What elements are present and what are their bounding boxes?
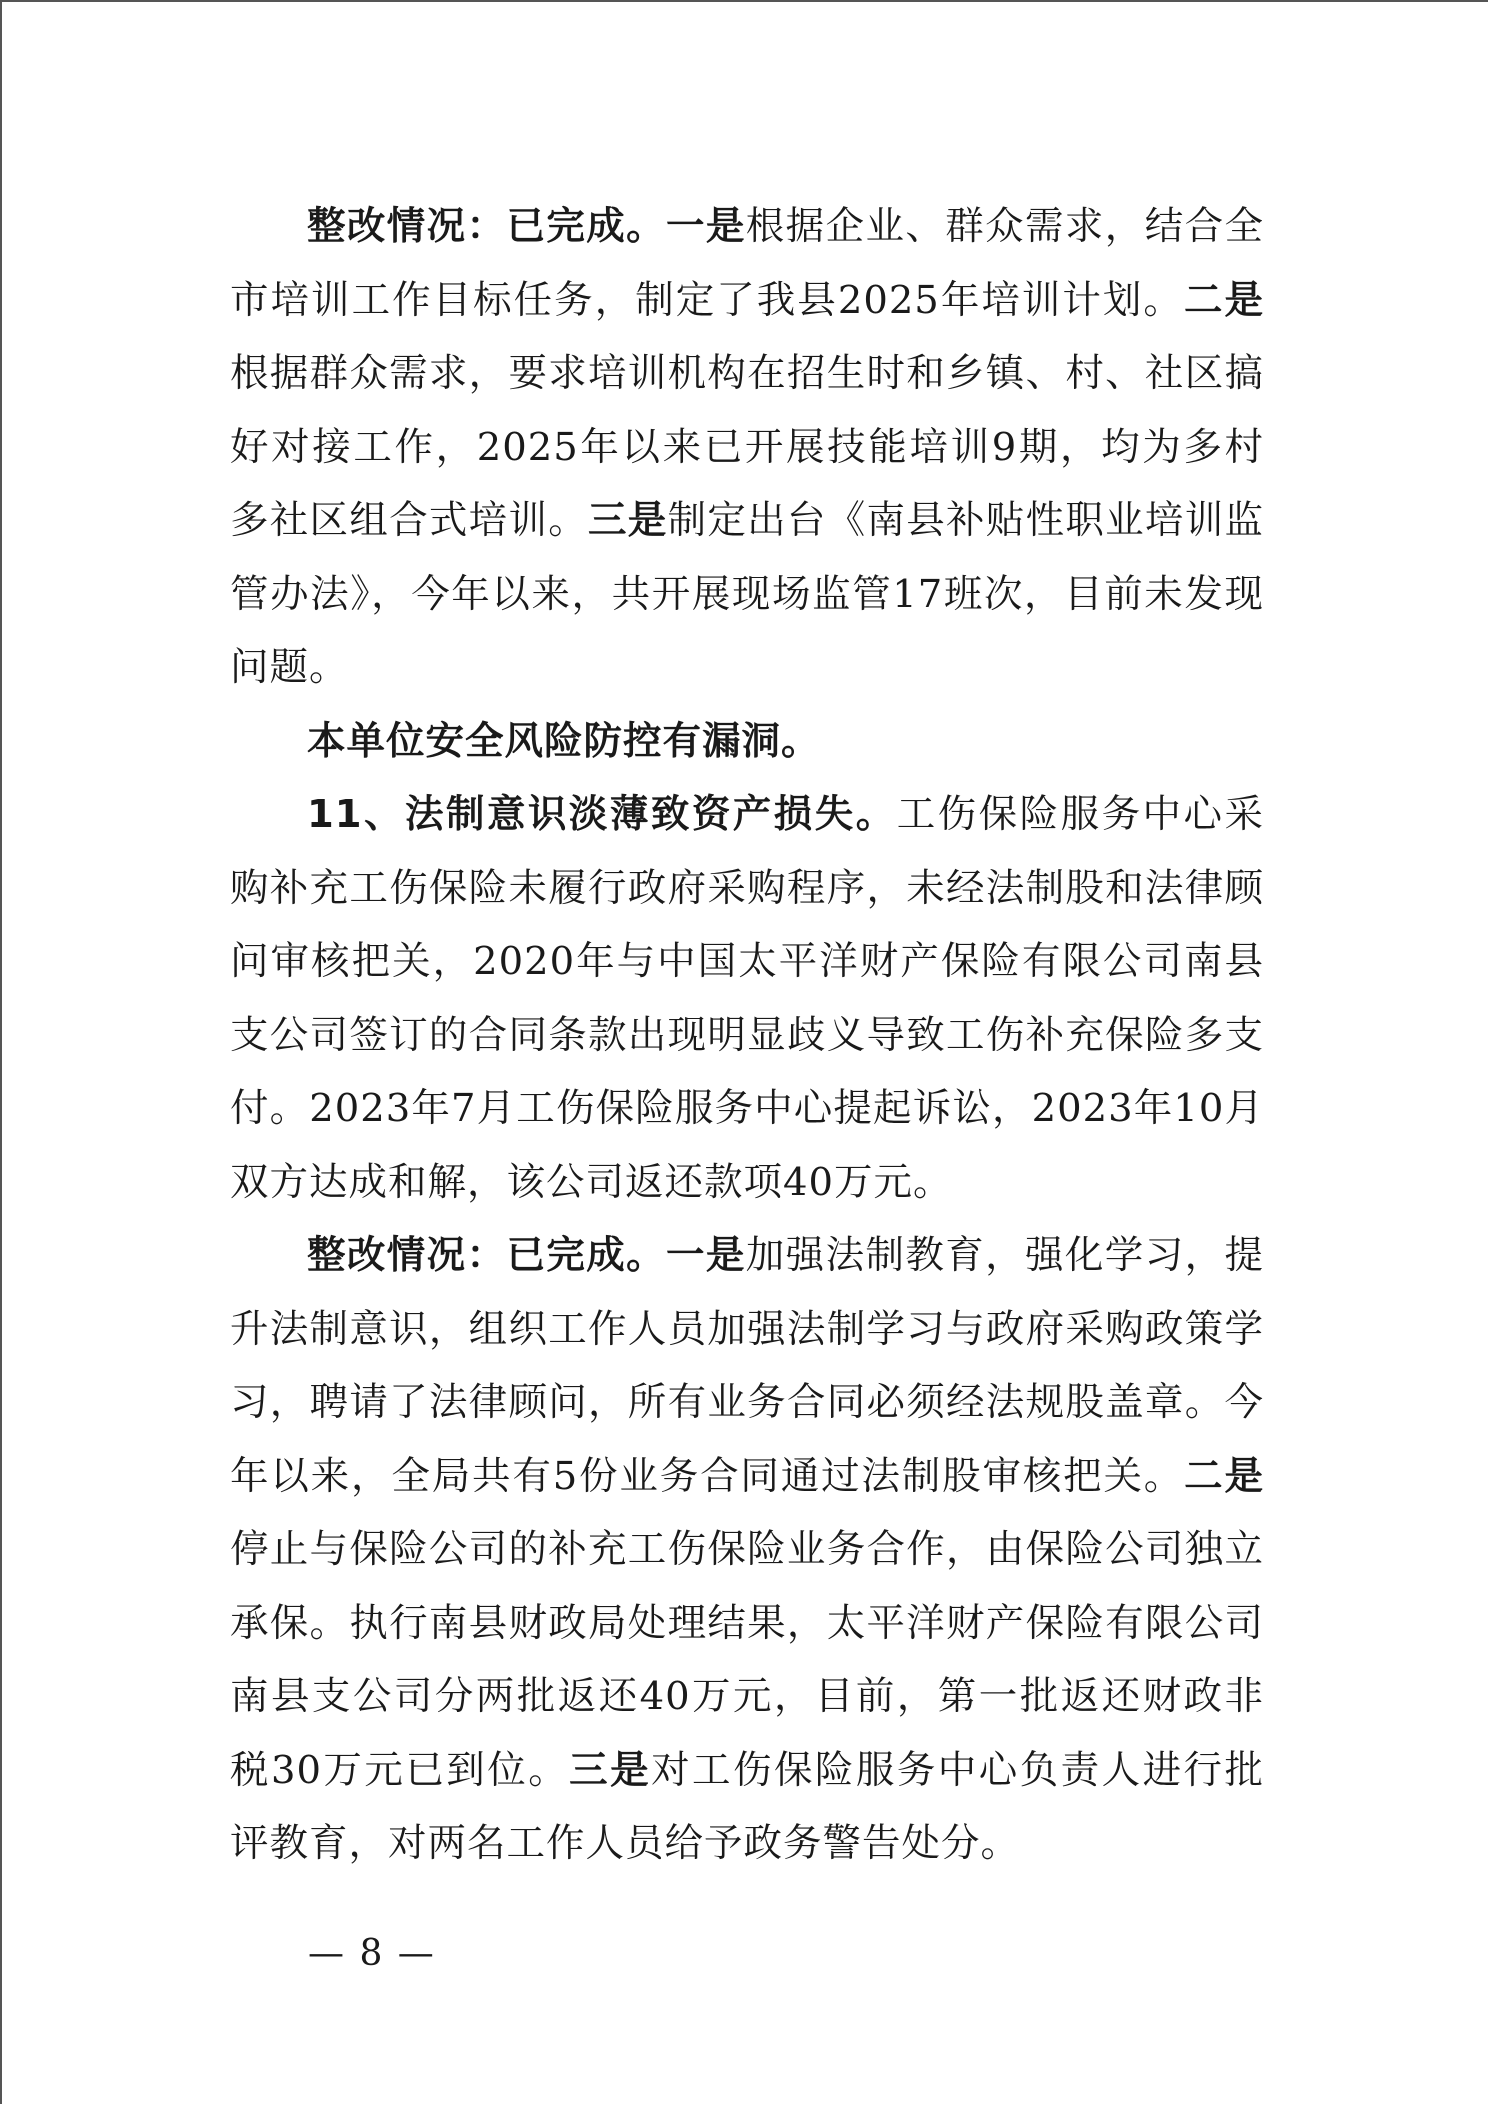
paragraph-text: 对工伤保险服务中心负责人进行批评教育，对两名工作人员给予政务警告处分。 [230, 1747, 1264, 1866]
page-number: — 8 — [308, 1933, 436, 1974]
paragraph-heading: 整改情况：已完成。 [307, 1233, 667, 1278]
point-label: 三是 [588, 498, 668, 543]
paragraph-text: 加强法制教育，强化学习，提升法制意识，组织工作人员加强法制学习与政府采购政策学习，聘请了法律顾问，所有业务合同必须经法规股盖章。今年以来，全局共有5份业务合同通过法制股审核把关。 [230, 1233, 1264, 1499]
section-heading-safety-risk [230, 705, 1264, 779]
paragraph-heading: 整改情况：已完成。 [307, 204, 667, 249]
paragraph-text: 停止与保险公司的补充工伤保险业务合作，由保险公司独立承保。执行南县财政局处理结果，太平洋财产保险有限公司南县支公司分两批返还40万元，目前，第一批返还财政非税30万元已到位。 [230, 1527, 1264, 1793]
paragraph-rectification-legal [230, 1219, 1264, 1881]
issue-heading: 11、法制意识淡薄致资产损失。 [307, 792, 897, 837]
paragraph-rectification-training [230, 190, 1264, 705]
point-label: 二是 [1184, 1453, 1264, 1499]
paragraph-text: 制定出台《南县补贴性职业培训监管办法》，今年以来，共开展现场监管17班次，目前未发现问题。 [230, 498, 1264, 690]
paragraph-text: 根据企业、群众需求，结合全市培训工作目标任务，制定了我县2025年培训计划。 [230, 204, 1264, 323]
section-heading: 本单位安全风险防控有漏洞。 [307, 718, 821, 764]
point-label: 一是 [666, 1233, 746, 1278]
paragraph-text: 工伤保险服务中心采购补充工伤保险未履行政府采购程序，未经法制股和法律顾问审核把关，2020年与中国太平洋财产保险有限公司南县支公司签订的合同条款出现明显歧义导致工伤补充保险多支付。2023年7月工伤保险服务中心提起诉讼，2023年10月双方达成和解，该公司返还款项40万元。 [230, 792, 1264, 1205]
paragraph-issue-11 [230, 778, 1264, 1219]
point-label: 三是 [569, 1747, 652, 1793]
paragraph-text: 根据群众需求，要求培训机构在招生时和乡镇、村、社区搞好对接工作，2025年以来已开展技能培训9期，均为多村多社区组合式培训。 [230, 351, 1264, 543]
point-label: 一是 [666, 204, 746, 249]
point-label: 二是 [1183, 277, 1264, 323]
document-body [230, 190, 1264, 1881]
